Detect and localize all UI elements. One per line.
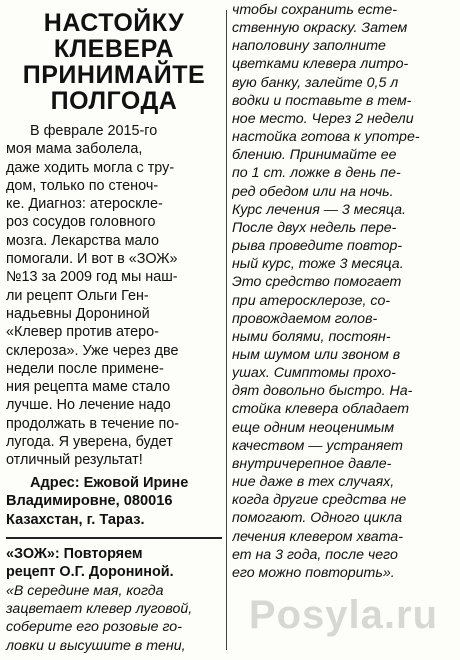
recipe-line: его можно повторить».: [232, 564, 395, 581]
letter-line: моя мама заболела,: [6, 141, 143, 158]
column-rule: [226, 10, 227, 650]
recipe-line: стойка клевера обладает: [232, 401, 410, 418]
letter-line: надьевны Дорониной: [6, 305, 150, 322]
recipe-line: рыва проведите повтор-: [232, 238, 403, 255]
letter-line: даже ходить могла с тру-: [6, 159, 175, 176]
headline-line: ПОЛГОДА: [50, 87, 178, 115]
recipe-line: ный курс, тоже 3 месяца.: [232, 256, 404, 273]
letter-line: мозга. Лекарства мало: [6, 232, 160, 249]
recipe-line: ное место. Через 2 недели: [232, 110, 414, 127]
recipe-line: наполовину заполните: [232, 38, 386, 55]
recipe-line: После двух недель пере-: [232, 219, 397, 236]
recipe-line: Курс лечения — 3 месяца.: [232, 201, 406, 218]
recipe-line: ред обедом или на ночь.: [232, 183, 394, 200]
recipe-line: еще одним неоценимым: [232, 419, 395, 436]
recipe-continuation: [232, 0, 454, 582]
recipe-line: цветками клевера литро-: [232, 56, 409, 73]
letter-line: лучше. Но лечение надо: [6, 397, 171, 414]
recipe-line: блению. Принимайте ее: [232, 147, 397, 164]
recipe-line: при атеросклерозе, со-: [232, 292, 391, 309]
letter-line: продолжать в течение по-: [6, 415, 180, 432]
editorial-heading-line: «ЗОЖ»: Повторяем: [6, 546, 143, 563]
quote-line: «В середине мая, когда: [6, 582, 164, 599]
recipe-line: ушах. Симптомы прохо-: [232, 365, 396, 382]
author-address: [6, 474, 222, 530]
address-line: Казахстан, г. Тараз.: [6, 511, 145, 528]
letter-line: недели после примене-: [6, 360, 164, 377]
recipe-line: ет на 3 года, после чего: [232, 546, 398, 563]
letter-line: склероза». Уже через две: [6, 342, 179, 359]
recipe-line: водки и поставьте в тем-: [232, 92, 412, 109]
recipe-line: качеством — устраняет: [232, 437, 403, 454]
quote-line: зацветает клевер луговой,: [6, 601, 193, 618]
headline-line: НАСТОЙКУ: [43, 9, 185, 37]
letter-line: ли рецепт Ольги Ген-: [6, 287, 149, 304]
address-line: Адрес: Ежовой Ирине: [30, 474, 189, 491]
letter-line: роз сосудов головного: [6, 214, 156, 231]
letter-line: лугода. Я уверена, будет: [6, 434, 173, 451]
recipe-quote: [6, 582, 222, 655]
headline-line: КЛЕВЕРА: [53, 35, 175, 63]
recipe-line: настойка готова к употре-: [232, 129, 420, 146]
recipe-line: вую банку, залейте 0,5 л: [232, 74, 399, 91]
recipe-line: дят довольно быстро. На-: [232, 383, 413, 400]
recipe-line: лечения клевером хвата-: [232, 528, 403, 545]
quote-line: соберите его розовые го-: [6, 619, 182, 636]
recipe-line: ние даже в тех случаях,: [232, 474, 395, 491]
recipe-line: внутричерепное давле-: [232, 455, 392, 472]
recipe-line: ными болями, постоян-: [232, 328, 391, 345]
recipe-line: когда другие средства не: [232, 492, 407, 509]
quote-line: ловки и высушите в тени,: [6, 637, 186, 654]
editorial-heading: [6, 545, 222, 582]
recipe-line: провождаемом голов-: [232, 310, 378, 327]
recipe-line: ным шумом или звоном в: [232, 346, 401, 363]
recipe-line: Это средство помогает: [232, 274, 402, 291]
letter-line: отличный результат!: [6, 452, 143, 469]
letter-line: помогали. И вот в «ЗОЖ»: [6, 251, 178, 268]
section-divider: [6, 537, 222, 539]
headline-line: ПРИНИМАЙТЕ: [22, 61, 206, 89]
letter-line: В феврале 2015-го: [30, 123, 158, 139]
right-column: [232, 0, 454, 652]
letter-line: ния рецепта маме стало: [6, 379, 171, 396]
recipe-line: чтобы сохранить есте-: [232, 2, 397, 18]
address-line: Владимировне, 080016: [6, 493, 173, 510]
headline: [6, 10, 222, 114]
recipe-line: по 1 ст. ложке в день пе-: [232, 165, 401, 182]
reader-letter: [6, 122, 222, 470]
letter-line: №13 за 2009 год мы наш-: [6, 269, 178, 286]
recipe-line: ственную окраску. Затем: [232, 20, 408, 37]
letter-line: «Клевер против атеро-: [6, 324, 159, 341]
editorial-heading-line: рецепт О.Г. Дорониной.: [6, 564, 174, 581]
left-column: [6, 6, 222, 654]
recipe-line: помогают. Одного цикла: [232, 510, 403, 527]
letter-line: ке. Диагноз: атероскле-: [6, 196, 163, 213]
watermark-logo: Posyla.ru: [248, 593, 438, 637]
letter-line: дом, только по стеноч-: [6, 177, 159, 194]
